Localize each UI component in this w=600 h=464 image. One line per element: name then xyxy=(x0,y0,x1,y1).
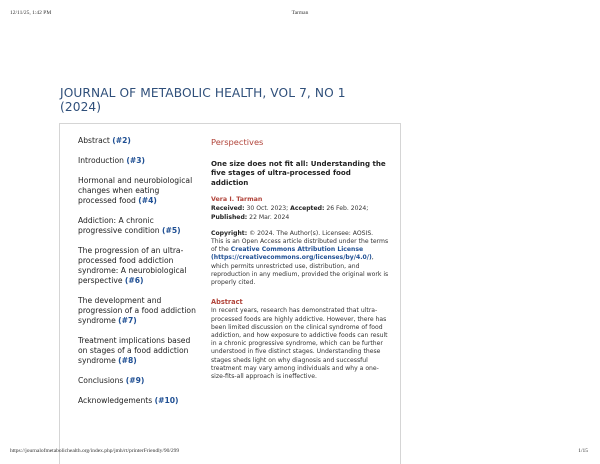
page-number: 1/15 xyxy=(578,448,588,454)
copyright-label: Copyright: xyxy=(211,229,248,237)
abstract-heading: Abstract xyxy=(211,298,243,307)
toc-item-introduction[interactable]: Introduction (#3) xyxy=(78,156,145,165)
toc-anchor[interactable]: (#10) xyxy=(154,396,179,405)
toc-anchor[interactable]: (#7) xyxy=(118,316,137,325)
copyright xyxy=(211,230,389,238)
toc-anchor[interactable]: (#8) xyxy=(118,356,137,365)
article-dates xyxy=(211,205,389,221)
copyright-text: © 2024. The Author(s). Licensee: AOSIS. xyxy=(247,229,374,237)
toc-anchor[interactable]: (#9) xyxy=(125,376,145,385)
print-url: https://journalofmetabolichealth.org/index.php/jmh/rt/printerFriendly/90/299 xyxy=(10,448,180,454)
license-link[interactable]: Creative Commons Attribution License (https://creativecommons.org/licenses/by/4.0/) xyxy=(211,246,372,262)
toc-anchor[interactable]: (#4) xyxy=(138,196,157,205)
accepted-date: 26 Feb. 2024; xyxy=(324,205,369,213)
accepted-label: Accepted: xyxy=(290,205,325,213)
toc-item-development[interactable]: The development and progression of a food addiction syndrome (#7) xyxy=(78,296,196,325)
table-of-contents xyxy=(78,136,196,416)
print-datetime: 12/11/25, 1:42 PM xyxy=(10,10,52,16)
toc-anchor[interactable]: (#5) xyxy=(162,226,181,235)
journal-title[interactable]: JOURNAL OF METABOLIC HEALTH, VOL 7, NO 1 (2024) xyxy=(60,86,346,114)
license-statement: This is an Open Access article distributed under the terms of the Creative Commons Attribution License (https://creativecommons.org/licenses/by/4.0/), which permits unrestricted use, distribution, and reproduction in any medium, provided the original work is properly cited. xyxy=(211,238,389,287)
published-label: Published: xyxy=(211,213,248,221)
toc-item-conclusions[interactable]: Conclusions (#9) xyxy=(78,376,145,385)
abstract-text: In recent years, research has demonstrated that ultra-processed foods are highly addictive. However, there has been limited discussion on the clinical syndrome of food addiction, and how exposure to addictive foods can result in a chronic progressive syndrome, which can be further understood in five distinct stages. Understanding these stages sheds light on why diagnosis and successful treatment may vary among individuals and why a one-size-fits-all approach is ineffective. xyxy=(211,307,388,381)
received-date: 30 Oct. 2023; xyxy=(244,205,291,213)
toc-item-addiction[interactable]: Addiction: A chronic progressive condition (#5) xyxy=(78,216,181,235)
published-date: 22 Mar. 2024 xyxy=(247,213,290,221)
article-title: One size does not fit all: Understanding the five stages of ultra-processed food addiction xyxy=(211,159,386,187)
article-content xyxy=(211,137,389,381)
print-author: Tarman xyxy=(291,10,309,16)
section-label: Perspectives xyxy=(211,137,264,147)
toc-anchor[interactable]: (#3) xyxy=(126,156,145,165)
toc-item-progression[interactable]: The progression of an ultra-processed food addiction syndrome: A neurobiological perspective (#6) xyxy=(78,246,187,285)
article-author: Vera I. Tarman xyxy=(211,196,263,204)
received-label: Received: xyxy=(211,205,245,213)
toc-item-hormonal[interactable]: Hormonal and neurobiological changes when eating processed food (#4) xyxy=(78,176,193,205)
toc-item-abstract[interactable]: Abstract (#2) xyxy=(78,136,131,145)
toc-anchor[interactable]: (#6) xyxy=(124,276,144,285)
toc-item-acknowledgements[interactable]: Acknowledgements (#10) xyxy=(78,396,179,405)
toc-item-treatment[interactable]: Treatment implications based on stages of a food addiction syndrome (#8) xyxy=(78,336,191,365)
toc-anchor[interactable]: (#2) xyxy=(112,136,131,145)
